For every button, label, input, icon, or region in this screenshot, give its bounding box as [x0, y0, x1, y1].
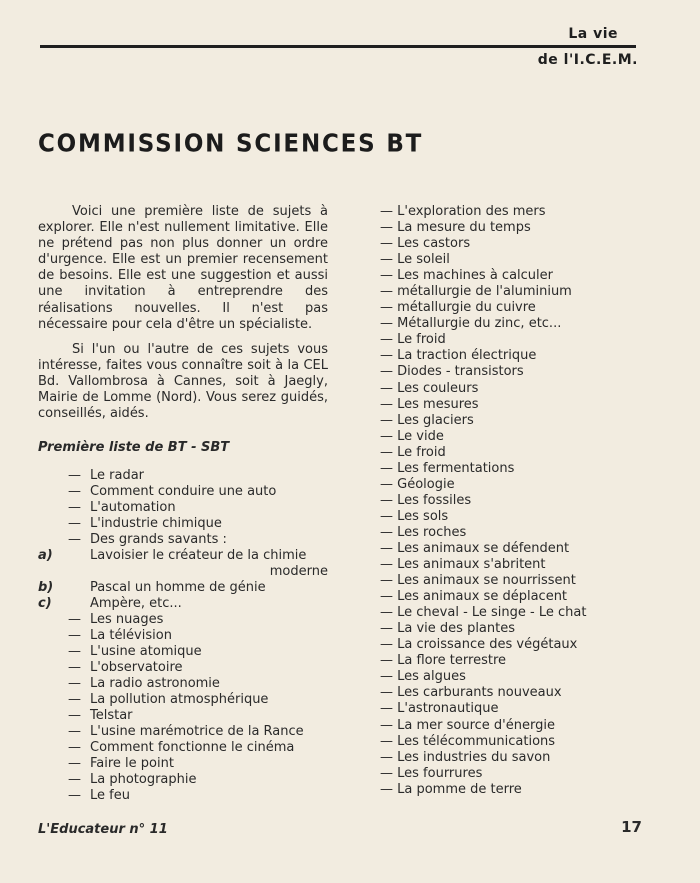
- right-column: [380, 204, 620, 798]
- list-marker: c): [38, 596, 52, 612]
- list-item: — La pomme de terre: [380, 781, 522, 797]
- list-item-continuation: moderne: [269, 564, 328, 580]
- intro-paragraph: Voici une première liste de sujets à explorer. Elle n'est nullement limitative. Elle ne prétend pas non plus donner un ordre d'urgence. Elle est un premier recensement de besoins. Elle est une suggestion et aussi une invitation à entreprendre des réalisations nouvelles. Il n'est pas nécessaire pour cela d'être un spécialiste.: [38, 204, 328, 332]
- list-heading: Première liste de BT - SBT: [38, 440, 230, 456]
- list-item-text: Le radar: [90, 468, 145, 484]
- list-marker: —: [68, 660, 81, 676]
- list-item: — La vie des plantes: [380, 621, 516, 637]
- list-item: — Les glaciers: [380, 412, 474, 428]
- list-item-text: La radio astronomie: [90, 676, 220, 692]
- list-item: — Les télécommunications: [380, 733, 556, 749]
- list-item: [38, 596, 328, 612]
- list-item-text: Les nuages: [90, 612, 164, 628]
- list-item-text: Comment conduire une auto: [90, 484, 277, 500]
- list-item-text: L'industrie chimique: [90, 516, 222, 532]
- list-item: — L'astronautique: [380, 701, 499, 717]
- list-item-text: L'automation: [90, 500, 176, 516]
- list-marker: —: [68, 516, 81, 532]
- list-item: [38, 756, 328, 772]
- list-item-text: L'observatoire: [90, 660, 183, 676]
- list-item: [38, 644, 328, 660]
- list-item-text: Des grands savants :: [90, 532, 227, 548]
- list-marker: a): [38, 548, 53, 564]
- list-item: — Métallurgie du zinc, etc...: [380, 316, 562, 332]
- list-item: — Les carburants nouveaux: [380, 685, 562, 701]
- subject-list-left: [38, 468, 328, 804]
- list-item: [38, 484, 328, 500]
- list-item-text: Lavoisier le créateur de la chimie: [90, 548, 307, 564]
- list-item: — métallurgie du cuivre: [380, 300, 536, 316]
- journal-name: L'Educateur n° 11: [38, 822, 168, 837]
- list-item: [38, 708, 328, 724]
- list-item-text: Ampère, etc...: [90, 596, 182, 612]
- list-marker: —: [68, 772, 81, 788]
- list-marker: —: [68, 484, 81, 500]
- list-item: [38, 548, 328, 580]
- list-marker: —: [68, 756, 81, 772]
- list-item: [38, 468, 328, 484]
- list-item: — Les mesures: [380, 396, 479, 412]
- list-item-text: La pollution atmosphérique: [90, 692, 269, 708]
- list-marker: b): [38, 580, 54, 596]
- list-item: [38, 724, 328, 740]
- list-item: — Le cheval - Le singe - Le chat: [380, 605, 587, 621]
- section-label-line1: La vie: [568, 26, 618, 42]
- list-item: — Les sols: [380, 508, 449, 524]
- list-marker: —: [68, 612, 81, 628]
- list-item: — Les fossiles: [380, 492, 472, 508]
- contact-paragraph: Si l'un ou l'autre de ces sujets vous intéresse, faites vous connaître soit à la CEL Bd. Vallombrosa à Cannes, soit à Jaegly, Mairie de Lomme (Nord). Vous serez guidés, conseillés, aidés.: [38, 341, 328, 422]
- list-item: [38, 740, 328, 756]
- list-item: [38, 580, 328, 596]
- list-item: — Le vide: [380, 428, 444, 444]
- list-item: — La traction électrique: [380, 348, 537, 364]
- list-item: — La mesure du temps: [380, 220, 531, 236]
- list-item: — Les fermentations: [380, 460, 515, 476]
- list-item: — Les animaux se déplacent: [380, 589, 568, 605]
- list-item: — Les castors: [380, 236, 471, 252]
- list-item: — métallurgie de l'aluminium: [380, 284, 572, 300]
- list-marker: —: [68, 692, 81, 708]
- list-item-text: Pascal un homme de génie: [90, 580, 266, 596]
- page-title: COMMISSION SCIENCES BT: [38, 129, 424, 159]
- list-item: — Géologie: [380, 476, 455, 492]
- list-item-text: La photographie: [90, 772, 197, 788]
- header-rule: [40, 45, 636, 48]
- list-item: — Le froid: [380, 444, 446, 460]
- list-item-text: L'usine marémotrice de la Rance: [90, 724, 304, 740]
- list-item: — Les animaux s'abritent: [380, 557, 546, 573]
- list-item: — Les roches: [380, 524, 467, 540]
- list-item: [38, 788, 328, 804]
- list-item: — Le froid: [380, 332, 446, 348]
- list-item: — L'exploration des mers: [380, 204, 546, 219]
- list-item: — Les fourrures: [380, 765, 483, 781]
- list-item: — Les machines à calculer: [380, 268, 553, 284]
- list-item: — La flore terrestre: [380, 653, 507, 669]
- list-item: — Les animaux se défendent: [380, 540, 570, 556]
- list-item-text: L'usine atomique: [90, 644, 202, 660]
- page-number: 17: [621, 818, 642, 836]
- list-item-text: Le feu: [90, 788, 130, 804]
- list-item: [38, 628, 328, 644]
- list-item: [38, 676, 328, 692]
- list-marker: —: [68, 788, 81, 804]
- section-label-line2: de l'I.C.E.M.: [537, 52, 638, 68]
- list-item: [38, 612, 328, 628]
- list-item: — La croissance des végétaux: [380, 637, 578, 653]
- list-marker: —: [68, 724, 81, 740]
- list-item-text: Faire le point: [90, 756, 174, 772]
- list-item: [38, 692, 328, 708]
- list-item: — La mer source d'énergie: [380, 717, 555, 733]
- list-marker: —: [68, 740, 81, 756]
- left-column: [38, 204, 328, 804]
- list-item: — Les couleurs: [380, 380, 479, 396]
- list-marker: —: [68, 500, 81, 516]
- list-item: — Les animaux se nourrissent: [380, 573, 576, 589]
- list-marker: —: [68, 644, 81, 660]
- list-item: [38, 516, 328, 532]
- list-item-text: Telstar: [90, 708, 133, 724]
- list-item-text: Comment fonctionne le cinéma: [90, 740, 295, 756]
- list-item: — Les algues: [380, 669, 466, 685]
- list-item: [38, 660, 328, 676]
- subject-list-right: [380, 204, 620, 798]
- list-item: — Diodes - transistors: [380, 364, 524, 380]
- list-item: — Les industries du savon: [380, 749, 551, 765]
- list-item: [38, 532, 328, 548]
- list-marker: —: [68, 708, 81, 724]
- list-marker: —: [68, 532, 81, 548]
- list-marker: —: [68, 468, 81, 484]
- list-item: — Le soleil: [380, 252, 450, 268]
- list-item-text: La télévision: [90, 628, 172, 644]
- list-item: [38, 500, 328, 516]
- list-marker: —: [68, 628, 81, 644]
- list-item: [38, 772, 328, 788]
- list-marker: —: [68, 676, 81, 692]
